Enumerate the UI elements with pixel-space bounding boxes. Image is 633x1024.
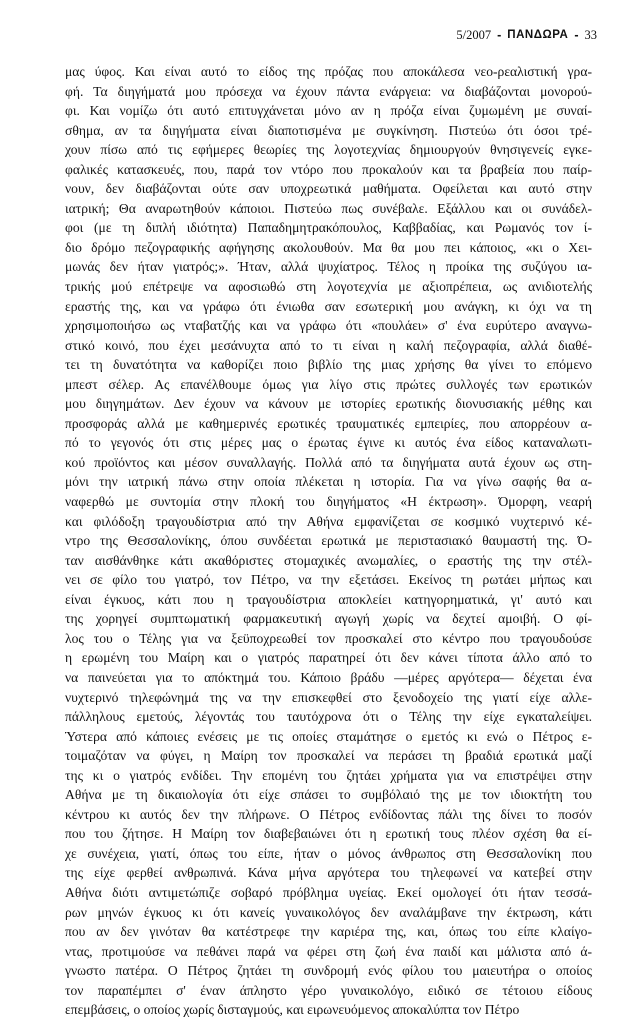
text-line: μόνι την ιατρική πάνω στην οποία πλέκεται η ιστορία. Για να γίνω σαφής θα α- bbox=[65, 474, 592, 490]
text-line: νουν, δεν διαβάζονται ούτε σαν υποχρεωτικά μαθήματα. Οφείλεται και αυτό στην bbox=[65, 181, 592, 197]
text-line: στικό κοινό, που έχει μεσάνυχτα από το τι είναι η καλή πεζογραφία, αλλά διαθέ- bbox=[65, 337, 592, 353]
text-line: που του ζήτησε. Η Μαίρη τον διαβεβαιώνει ότι η ερωτική τους πλέον σχέση θα εί- bbox=[65, 826, 592, 842]
text-line: πάλληλους εμετούς, λέγοντάς του ταυτόχρονα ότι ο Τέλης την είχε εγκαταλείψει. bbox=[65, 709, 592, 725]
text-line: Ύστερα από κάποιες ενέσεις με τις οποίες σταμάτησε ο εμετός κι ενώ ο Πέτρος ε- bbox=[65, 728, 592, 744]
text-line: τει τη δυνατότητα να καθορίζει ποιο βιβλίο της μιας χρήσης θα γίνει το επόμενο bbox=[65, 357, 592, 373]
text-line: ταν αισθάνθηκε κάτι ακαθόριστες στομαχικές ανωμαλίες, ο εραστής της την στέλ- bbox=[65, 552, 592, 568]
text-line: σθημα, αν τα διηγήματα είναι διαποτισμένα με συγκίνηση. Πιστεύω ότι όσοι τρέ- bbox=[65, 122, 592, 138]
text-line: της χορηγεί συμπτωματική φαρμακευτική αγωγή χωρίς να δεχτεί αμοιβή. Ο φί- bbox=[65, 611, 592, 627]
text-line: εραστής της, και να γράφω ότι ένιωθα σαν εσωτερική μου ανάγκη, κι όχι να τη bbox=[65, 298, 592, 314]
text-line: μας ύφος. Και είναι αυτό το είδος της πρόζας που αποκάλεσα νεο-ρεαλιστική γρα- bbox=[65, 64, 592, 79]
text-line: προσφοράς αλλά με καθημερινές ερωτικές τραυματικές εμπειρίες, που απορρέουν α- bbox=[65, 415, 592, 431]
journal-dash-right: - bbox=[574, 28, 579, 42]
text-line: χουν πίσω από τις εφήμερες θεωρίες της λογοτεχνίας δημιουργούν θνησιγενείς εγκε- bbox=[65, 142, 592, 158]
text-line: μωνάς δεν ήταν γιατρός;». Ήταν, αλλά ψυχίατρος. Τέλος η προίκα της συζύγου ια- bbox=[65, 259, 592, 275]
text-line: φοι (με τη διπλή ιδιότητα) Παπαδημητρακόπουλος, Καββαδίας, και Ρωμανός τον ί- bbox=[65, 220, 592, 236]
text-line: της είχε φερθεί ανθρωπινά. Κάνα μήνα αργότερα του τηλεφωνεί να κατεβεί στην bbox=[65, 865, 592, 881]
text-line: να παινεύεται για το απόκτημά του. Κάποιο βράδυ —μέρες αργότερα— δέχεται ένα bbox=[65, 669, 592, 685]
journal-dash-left: - bbox=[497, 28, 502, 42]
text-line: κού προϊόντος και μέσον συναλλαγής. Πολλά από τα διηγήματα αυτά έχουν ως στη- bbox=[65, 454, 592, 470]
text-line: της κι ο γιατρός ενδίδει. Την επομένη του ζητάει χρήματα για να επιστρέψει στην bbox=[65, 767, 592, 783]
text-line: λος του ο Τέλης για να ξεϋποχρεωθεί τον προσκαλεί στο κέντρο που τραγουδούσε bbox=[65, 630, 592, 646]
text-line: ιατρική; Θα αναρωτηθούν κάποιοι. Πιστεύω πως συνέβαλε. Εξάλλου και οι συνάδελ- bbox=[65, 200, 592, 216]
text-line: χε συνέχεια, γιατί, όπως του είπε, ήταν ο μόνος άνθρωπος στη Θεσσαλονίκη που bbox=[65, 845, 592, 861]
text-line: φι. Και νομίζω ότι αυτό επιτυγχάνεται μόνο αν η πρόζα είναι ζυμωμένη με συναί- bbox=[65, 103, 592, 119]
text-line: φή. Τα διηγήματά μου πρόσεχα να έχουν πάντα ενάργεια: να διαβάζονται μονορού- bbox=[65, 83, 592, 99]
text-line: ναφερθώ με συντομία στην πλοκή του διηγήματος «Η έκτρωση». Όμορφη, νεαρή bbox=[65, 494, 592, 510]
text-line: είναι έγκυος, κάτι που η τραγουδίστρια αποκλείει κατηγορηματικά, γι' αυτό και bbox=[65, 591, 592, 607]
text-line: νυχτερινό τηλεφώνημά της να την επισκεφθεί στο ξενοδοχείο της γιατί είχε αλλε- bbox=[65, 689, 592, 705]
text-line: χρησιμοποιήσω ως νταβατζής και να γράφω ότι «πουλάει» σ' ένα ευρύτερο αναγνω- bbox=[65, 318, 592, 334]
article-body bbox=[65, 62, 592, 1020]
text-line: τρικής μού επέτρεψε να αφοσιωθώ στη λογοτεχνία με αξιοπρέπεια, ως ανιδιοτελής bbox=[65, 279, 592, 295]
text-line: Αθήνα διότι αντιμετώπιζε σοβαρό πρόβλημα υγείας. Εκεί ομολογεί ότι ήταν τεσσά- bbox=[65, 884, 592, 900]
page-header bbox=[456, 27, 597, 43]
text-line: γνωστο πατέρα. Ο Πέτρος ζητάει τη συνδρομή ενός φίλου του μαιευτήρα ο οποίος bbox=[65, 963, 592, 979]
text-line: ντας, προτιμούσε να πεθάνει παρά να φέρει στη ζωή ένα παιδί και μάλιστα από ά- bbox=[65, 943, 592, 959]
text-line: μπεστ σέλερ. Ας επανέλθουμε όμως για λίγο στις πρώτες συλλογές των ερωτικών bbox=[65, 376, 592, 392]
text-line: μου διηγημάτων. Δεν έχουν να κάνουν με ιστορίες ερωτικής διονυσιακής μέθης και bbox=[65, 396, 592, 412]
text-line: επεμβάσεις, ο οποίος χωρίς δισταγμούς, και ειρωνευόμενος αποκαλύπτα τον Πέτρο bbox=[65, 1002, 520, 1018]
text-line: φαλικές κατασκευές, που, παρά τον ντόρο που προκαλούν και τα βραβεία που παίρ- bbox=[65, 161, 592, 177]
text-line: τον παραπέμπει σ' έναν άπληστο γέρο γυναικολόγο, ειδικό σε τέτοιου είδους bbox=[65, 982, 592, 998]
text-line: και φιλόδοξη τραγουδίστρια από την Αθήνα εμφανίζεται σε κοσμικό νυχτερινό κέ- bbox=[65, 513, 592, 529]
text-line: πό το γεγονός ότι στις μέρες μας ο έρωτας έγινε κι αυτός ένα είδος καταναλωτι- bbox=[65, 435, 592, 451]
text-line: τοιμαζόταν να φύγει, η Μαίρη τον προσκαλεί να περάσει τη βραδιά ερωτικά μαζί bbox=[65, 748, 592, 764]
text-line: νει σε φίλο του γιατρό, τον Πέτρο, να την εξετάσει. Εκείνος τη ρωτάει μήπως και bbox=[65, 572, 592, 588]
text-line: ρων μηνών έγκυος κι ότι κανείς γυναικολόγος δεν αναλάμβανε την έκτρωση, κάτι bbox=[65, 904, 592, 920]
text-line: ντρο της Θεσσαλονίκης, όπου συνδέεται ερωτικά με περιστασιακό θαυμαστή της. Ό- bbox=[65, 533, 592, 549]
text-line: η ερωμένη του Μαίρη και ο γιατρός παρατηρεί ότι δεν κάνει τίποτα άλλο από το bbox=[65, 650, 592, 666]
text-line: κέντρου κι αυτός δεν την πλήρωνε. Ο Πέτρος ενδίδοντας πάλι της δίνει το ποσόν bbox=[65, 806, 592, 822]
text-line: διο δρόμο πεζογραφικής αφήγησης ακολουθούν. Μα θα μου πει κάποιος, «κι ο Χει- bbox=[65, 239, 592, 255]
text-line: Αθήνα με τη δικαιολογία ότι είχε σπάσει το συμβόλαιό της με τον ιδιοκτήτη του bbox=[65, 787, 592, 803]
issue-number: 5/2007 bbox=[456, 28, 492, 42]
text-line: που αν δεν γινόταν θα κατέστρεφε την καριέρα της, και, όπως του είπε κλαίγο- bbox=[65, 924, 592, 940]
page-number: 33 bbox=[584, 28, 597, 42]
journal-name: ΠΑΝΔΩΡΑ bbox=[507, 29, 569, 41]
